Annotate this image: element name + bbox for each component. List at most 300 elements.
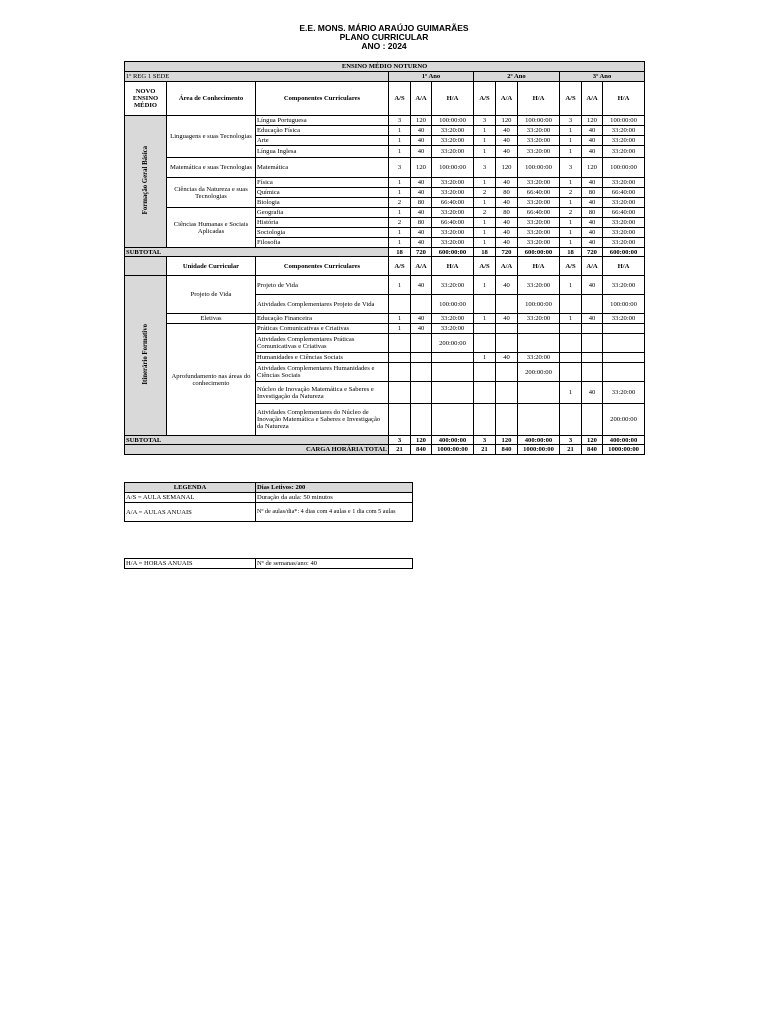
value-cell: 33:20:00 xyxy=(432,238,474,248)
value-cell xyxy=(474,334,496,353)
component-name: Sociologia xyxy=(256,228,389,238)
value-cell: 1 xyxy=(389,178,411,188)
legend-semanas: Nº de semanas/ano: 40 xyxy=(256,559,413,569)
value-cell: 120 xyxy=(411,116,432,126)
plan-year: ANO : 2024 xyxy=(361,41,407,51)
value-cell: 80 xyxy=(496,208,518,218)
value-cell: 1 xyxy=(474,314,496,324)
value-cell xyxy=(474,404,496,436)
value-cell: 400:00:00 xyxy=(518,436,560,445)
value-cell: 33:20:00 xyxy=(603,238,645,248)
col-ha-header: H/A xyxy=(432,257,474,276)
value-cell: 33:20:00 xyxy=(518,228,560,238)
table-title: ENSINO MÉDIO NOTURNO xyxy=(125,62,645,72)
component-name: Humanidades e Ciências Sociais xyxy=(256,353,389,363)
plan-title: PLANO CURRICULAR xyxy=(339,32,429,42)
value-cell: 100:00:00 xyxy=(432,158,474,178)
value-cell xyxy=(496,382,518,404)
value-cell xyxy=(496,295,518,314)
value-cell: 33:20:00 xyxy=(432,314,474,324)
value-cell: 80 xyxy=(582,208,603,218)
legend-dias-letivos: Dias Letivos: 200 xyxy=(256,483,413,493)
value-cell xyxy=(496,324,518,334)
value-cell: 1 xyxy=(474,276,496,295)
value-cell: 1 xyxy=(560,136,582,146)
value-cell: 33:20:00 xyxy=(518,276,560,295)
legend-aa: A/A = AULAS ANUAIS xyxy=(125,503,256,522)
value-cell: 1 xyxy=(560,228,582,238)
value-cell: 2 xyxy=(560,188,582,198)
header-row xyxy=(125,82,645,116)
area-humanas: Ciências Humanas e Sociais Aplicadas xyxy=(167,208,256,248)
component-name: Educação Física xyxy=(256,126,389,136)
value-cell: 120 xyxy=(411,436,432,445)
value-cell: 1 xyxy=(474,178,496,188)
value-cell: 840 xyxy=(411,445,432,455)
value-cell xyxy=(496,334,518,353)
value-cell xyxy=(432,382,474,404)
col-as-header: A/S xyxy=(389,82,411,116)
value-cell: 40 xyxy=(582,178,603,188)
value-cell xyxy=(411,353,432,363)
value-cell: 100:00:00 xyxy=(603,158,645,178)
itin-row xyxy=(125,276,645,295)
col-as-header: A/S xyxy=(474,257,496,276)
value-cell: 18 xyxy=(560,248,582,257)
value-cell: 1 xyxy=(474,228,496,238)
value-cell: 66:40:00 xyxy=(432,198,474,208)
value-cell xyxy=(582,324,603,334)
value-cell: 120 xyxy=(496,436,518,445)
component-name: Filosofia xyxy=(256,238,389,248)
itin-label: Itinerário Formativo xyxy=(142,324,149,385)
col-ha-header: H/A xyxy=(432,82,474,116)
school-name: E.E. MONS. MÁRIO ARAÚJO GUIMARÃES xyxy=(299,23,469,33)
value-cell xyxy=(560,363,582,382)
reg-label: 1º REG 1 SEDE xyxy=(125,72,389,82)
value-cell: 33:20:00 xyxy=(518,218,560,228)
legend-duracao: Duração da aula: 50 minutos xyxy=(256,493,413,503)
component-name: Biologia xyxy=(256,198,389,208)
fgb-row xyxy=(125,116,645,126)
legend-table xyxy=(124,482,413,522)
value-cell: 33:20:00 xyxy=(603,146,645,158)
year-header: 2º Ano xyxy=(474,72,560,82)
value-cell: 3 xyxy=(389,158,411,178)
value-cell: 720 xyxy=(496,248,518,257)
value-cell: 33:20:00 xyxy=(432,136,474,146)
value-cell: 1 xyxy=(389,238,411,248)
value-cell: 40 xyxy=(496,198,518,208)
value-cell: 1 xyxy=(560,126,582,136)
value-cell: 100:00:00 xyxy=(518,295,560,314)
value-cell: 33:20:00 xyxy=(603,314,645,324)
value-cell: 600:00:00 xyxy=(432,248,474,257)
component-name: Matemática xyxy=(256,158,389,178)
value-cell: 33:20:00 xyxy=(518,314,560,324)
value-cell: 33:20:00 xyxy=(432,126,474,136)
col-aa-header: A/A xyxy=(411,82,432,116)
value-cell: 1 xyxy=(389,314,411,324)
value-cell: 33:20:00 xyxy=(432,208,474,218)
col-aa-header: A/A xyxy=(582,82,603,116)
value-cell xyxy=(389,353,411,363)
value-cell: 1 xyxy=(389,228,411,238)
value-cell xyxy=(389,363,411,382)
component-name: Geografia xyxy=(256,208,389,218)
value-cell: 21 xyxy=(389,445,411,455)
component-name: Núcleo de Inovação Matemática e Saberes e Investigação da Natureza xyxy=(256,382,389,404)
value-cell: 40 xyxy=(411,324,432,334)
value-cell: 33:20:00 xyxy=(432,178,474,188)
component-name: Língua Portuguesa xyxy=(256,116,389,126)
value-cell: 66:40:00 xyxy=(518,208,560,218)
value-cell: 2 xyxy=(474,208,496,218)
value-cell: 400:00:00 xyxy=(432,436,474,445)
value-cell xyxy=(560,295,582,314)
legend-ha-table xyxy=(124,558,413,569)
component-name: Educação Financeira xyxy=(256,314,389,324)
value-cell: 40 xyxy=(582,382,603,404)
value-cell: 200:00:00 xyxy=(603,404,645,436)
component-name: Atividades Complementares Humanidades e Ciências Sociais xyxy=(256,363,389,382)
value-cell: 33:20:00 xyxy=(603,218,645,228)
value-cell xyxy=(389,404,411,436)
value-cell: 720 xyxy=(582,248,603,257)
legend-aulas-dia: Nº de aulas/dia*: 4 dias com 4 aulas e 1 dia com 5 aulas xyxy=(256,503,413,522)
value-cell: 40 xyxy=(496,314,518,324)
value-cell xyxy=(432,363,474,382)
value-cell: 21 xyxy=(560,445,582,455)
value-cell: 1 xyxy=(474,353,496,363)
value-cell xyxy=(496,363,518,382)
value-cell: 1 xyxy=(560,238,582,248)
value-cell: 1 xyxy=(560,146,582,158)
value-cell: 1000:00:00 xyxy=(432,445,474,455)
value-cell: 40 xyxy=(411,208,432,218)
value-cell xyxy=(411,363,432,382)
value-cell xyxy=(518,382,560,404)
value-cell xyxy=(389,295,411,314)
novo-ensino-medio: NOVO ENSINO MÉDIO xyxy=(125,82,167,116)
value-cell: 40 xyxy=(496,218,518,228)
subtotal-label: SUBTOTAL xyxy=(125,248,389,257)
value-cell xyxy=(518,404,560,436)
value-cell: 33:20:00 xyxy=(432,276,474,295)
value-cell xyxy=(518,334,560,353)
value-cell xyxy=(411,295,432,314)
value-cell: 2 xyxy=(560,208,582,218)
value-cell: 1 xyxy=(560,382,582,404)
value-cell: 100:00:00 xyxy=(432,295,474,314)
value-cell xyxy=(496,404,518,436)
value-cell: 40 xyxy=(411,228,432,238)
value-cell xyxy=(474,363,496,382)
value-cell xyxy=(560,404,582,436)
value-cell: 21 xyxy=(474,445,496,455)
value-cell xyxy=(603,353,645,363)
value-cell: 33:20:00 xyxy=(518,146,560,158)
legend-title: LEGENDA xyxy=(125,483,256,493)
value-cell: 40 xyxy=(582,198,603,208)
value-cell: 40 xyxy=(582,126,603,136)
subtotal-label-2: SUBTOTAL xyxy=(125,436,389,445)
value-cell: 40 xyxy=(582,218,603,228)
value-cell: 80 xyxy=(411,218,432,228)
value-cell: 200:00:00 xyxy=(518,363,560,382)
legend-ha: H/A = HORAS ANUAIS xyxy=(125,559,256,569)
value-cell xyxy=(582,334,603,353)
value-cell: 100:00:00 xyxy=(603,116,645,126)
col-aa-header: A/A xyxy=(411,257,432,276)
value-cell xyxy=(603,334,645,353)
value-cell: 33:20:00 xyxy=(432,228,474,238)
value-cell: 40 xyxy=(411,314,432,324)
value-cell: 2 xyxy=(474,188,496,198)
value-cell: 200:00:00 xyxy=(432,334,474,353)
value-cell: 1 xyxy=(474,238,496,248)
value-cell: 33:20:00 xyxy=(518,136,560,146)
value-cell: 66:40:00 xyxy=(518,188,560,198)
value-cell: 1 xyxy=(560,178,582,188)
value-cell xyxy=(432,404,474,436)
value-cell: 33:20:00 xyxy=(432,324,474,334)
col-as-header: A/S xyxy=(560,82,582,116)
value-cell: 1 xyxy=(474,218,496,228)
curriculum-table xyxy=(124,61,645,455)
value-cell: 600:00:00 xyxy=(603,248,645,257)
value-cell: 1 xyxy=(474,198,496,208)
value-cell: 40 xyxy=(496,276,518,295)
value-cell: 1 xyxy=(560,218,582,228)
value-cell xyxy=(474,324,496,334)
value-cell: 120 xyxy=(411,158,432,178)
blank-cell xyxy=(125,257,167,276)
value-cell: 33:20:00 xyxy=(518,178,560,188)
value-cell: 40 xyxy=(582,276,603,295)
col-area-header: Área de Conhecimento xyxy=(167,82,256,116)
value-cell: 40 xyxy=(582,238,603,248)
col-ha-header: H/A xyxy=(518,82,560,116)
value-cell: 40 xyxy=(411,238,432,248)
col-ha-header: H/A xyxy=(518,257,560,276)
area-linguagens: Linguagens e suas Tecnologias xyxy=(167,116,256,158)
value-cell xyxy=(474,295,496,314)
value-cell: 33:20:00 xyxy=(518,238,560,248)
value-cell: 40 xyxy=(582,228,603,238)
component-name: Física xyxy=(256,178,389,188)
value-cell xyxy=(560,353,582,363)
component-name: História xyxy=(256,218,389,228)
value-cell xyxy=(582,404,603,436)
title-row xyxy=(125,62,645,72)
subtotal-row xyxy=(125,248,645,257)
value-cell xyxy=(411,382,432,404)
header-row-2 xyxy=(125,257,645,276)
subtotal-row-2 xyxy=(125,436,645,445)
value-cell: 33:20:00 xyxy=(432,188,474,198)
value-cell: 80 xyxy=(411,198,432,208)
value-cell: 40 xyxy=(582,314,603,324)
value-cell: 40 xyxy=(496,126,518,136)
value-cell: 1 xyxy=(389,126,411,136)
value-cell: 66:40:00 xyxy=(603,208,645,218)
value-cell: 3 xyxy=(389,436,411,445)
value-cell: 1 xyxy=(389,208,411,218)
total-row xyxy=(125,445,645,455)
value-cell: 120 xyxy=(496,158,518,178)
value-cell: 80 xyxy=(496,188,518,198)
value-cell xyxy=(474,382,496,404)
value-cell: 33:20:00 xyxy=(603,198,645,208)
value-cell: 720 xyxy=(411,248,432,257)
col-as-header: A/S xyxy=(389,257,411,276)
value-cell: 33:20:00 xyxy=(603,178,645,188)
value-cell: 1 xyxy=(560,198,582,208)
value-cell: 2 xyxy=(389,198,411,208)
fgb-row xyxy=(125,158,645,178)
value-cell: 40 xyxy=(411,126,432,136)
value-cell: 40 xyxy=(411,188,432,198)
value-cell xyxy=(582,353,603,363)
value-cell: 1 xyxy=(560,314,582,324)
total-label: CARGA HORÁRIA TOTAL xyxy=(125,445,389,455)
area-natureza: Ciências da Natureza e suas Tecnologias xyxy=(167,178,256,208)
value-cell: 33:20:00 xyxy=(603,228,645,238)
value-cell: 840 xyxy=(582,445,603,455)
col-aa-header: A/A xyxy=(496,82,518,116)
fgb-row xyxy=(125,178,645,188)
value-cell: 3 xyxy=(474,436,496,445)
component-name: Química xyxy=(256,188,389,198)
value-cell: 40 xyxy=(411,276,432,295)
value-cell: 33:20:00 xyxy=(603,126,645,136)
value-cell xyxy=(582,295,603,314)
value-cell: 3 xyxy=(474,116,496,126)
value-cell: 1 xyxy=(560,276,582,295)
col-as-header: A/S xyxy=(560,257,582,276)
value-cell: 40 xyxy=(496,238,518,248)
value-cell: 40 xyxy=(582,146,603,158)
value-cell: 1000:00:00 xyxy=(518,445,560,455)
fgb-label-cell xyxy=(125,116,167,248)
value-cell: 66:40:00 xyxy=(603,188,645,198)
value-cell: 1 xyxy=(389,146,411,158)
value-cell: 33:20:00 xyxy=(603,136,645,146)
unit-eletivas: Eletivas xyxy=(167,314,256,324)
value-cell: 120 xyxy=(496,116,518,126)
value-cell: 100:00:00 xyxy=(432,116,474,126)
value-cell: 33:20:00 xyxy=(432,146,474,158)
value-cell xyxy=(560,324,582,334)
value-cell: 40 xyxy=(411,136,432,146)
value-cell: 33:20:00 xyxy=(603,276,645,295)
col-as-header: A/S xyxy=(474,82,496,116)
value-cell: 33:20:00 xyxy=(518,198,560,208)
value-cell xyxy=(603,363,645,382)
year-row xyxy=(125,72,645,82)
value-cell: 33:20:00 xyxy=(518,126,560,136)
component-name: Língua Inglesa xyxy=(256,146,389,158)
col-aa-header: A/A xyxy=(582,257,603,276)
value-cell: 40 xyxy=(496,136,518,146)
year-header: 1º Ano xyxy=(389,72,474,82)
value-cell: 66:40:00 xyxy=(432,218,474,228)
value-cell xyxy=(560,334,582,353)
value-cell: 600:00:00 xyxy=(518,248,560,257)
value-cell: 120 xyxy=(582,158,603,178)
col-ha-header: H/A xyxy=(603,82,645,116)
value-cell: 840 xyxy=(496,445,518,455)
component-name: Atividades Complementares do Núcleo de Inovação Matemática e Saberes e Investigação da Natureza xyxy=(256,404,389,436)
component-name: Atividades Complementares Práticas Comunicativas e Criativas xyxy=(256,334,389,353)
value-cell: 100:00:00 xyxy=(603,295,645,314)
legend-as: A/S = AULA SEMANAL xyxy=(125,493,256,503)
value-cell: 40 xyxy=(582,136,603,146)
value-cell: 100:00:00 xyxy=(518,158,560,178)
value-cell: 80 xyxy=(582,188,603,198)
value-cell: 33:20:00 xyxy=(518,353,560,363)
value-cell xyxy=(518,324,560,334)
value-cell: 40 xyxy=(496,146,518,158)
unit-aprof: Aprofundamento nas áreas do conhecimento xyxy=(167,324,256,436)
itin-row xyxy=(125,324,645,334)
col-unidade-header: Unidade Curricular xyxy=(167,257,256,276)
unit-projeto: Projeto de Vida xyxy=(167,276,256,314)
value-cell: 1 xyxy=(474,126,496,136)
col-comp-header-2: Componentes Curriculares xyxy=(256,257,389,276)
itin-row xyxy=(125,314,645,324)
value-cell: 3 xyxy=(474,158,496,178)
col-comp-header: Componentes Curriculares xyxy=(256,82,389,116)
col-ha-header: H/A xyxy=(603,257,645,276)
value-cell xyxy=(389,382,411,404)
value-cell: 40 xyxy=(496,228,518,238)
component-name: Arte xyxy=(256,136,389,146)
itin-label-cell xyxy=(125,276,167,436)
value-cell: 120 xyxy=(582,116,603,126)
value-cell: 3 xyxy=(560,116,582,126)
value-cell: 2 xyxy=(389,218,411,228)
value-cell: 1 xyxy=(474,136,496,146)
value-cell xyxy=(411,404,432,436)
fgb-row xyxy=(125,208,645,218)
value-cell: 40 xyxy=(411,178,432,188)
fgb-label: Formação Geral Básica xyxy=(142,146,149,215)
value-cell: 3 xyxy=(560,158,582,178)
col-aa-header: A/A xyxy=(496,257,518,276)
value-cell: 1 xyxy=(389,276,411,295)
value-cell: 1000:00:00 xyxy=(603,445,645,455)
value-cell: 120 xyxy=(582,436,603,445)
value-cell xyxy=(389,334,411,353)
value-cell: 1 xyxy=(474,146,496,158)
value-cell: 18 xyxy=(474,248,496,257)
value-cell: 1 xyxy=(389,136,411,146)
value-cell: 40 xyxy=(496,178,518,188)
value-cell: 100:00:00 xyxy=(518,116,560,126)
value-cell xyxy=(603,324,645,334)
component-name: Projeto de Vida xyxy=(256,276,389,295)
value-cell: 40 xyxy=(411,146,432,158)
value-cell xyxy=(432,353,474,363)
value-cell: 18 xyxy=(389,248,411,257)
value-cell: 3 xyxy=(389,116,411,126)
value-cell: 1 xyxy=(389,188,411,198)
value-cell: 3 xyxy=(560,436,582,445)
value-cell xyxy=(411,334,432,353)
component-name: Práticas Comunicativas e Criativas xyxy=(256,324,389,334)
